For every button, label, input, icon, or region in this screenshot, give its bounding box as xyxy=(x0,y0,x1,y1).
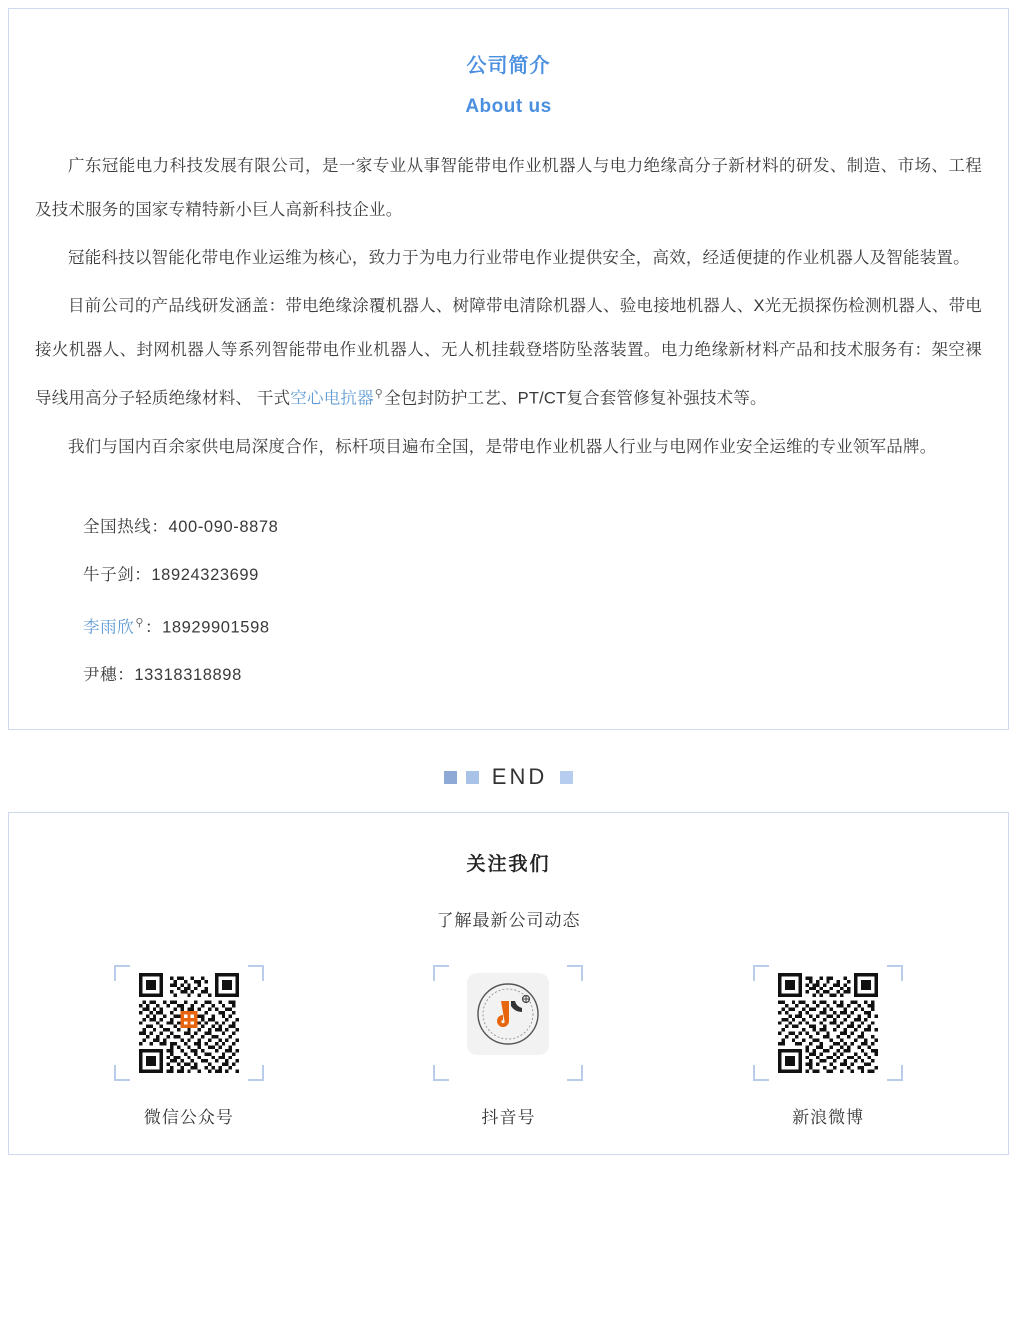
about-subtitle: About us xyxy=(465,96,552,117)
divider-square-icon xyxy=(444,771,457,784)
follow-us-card xyxy=(8,812,1009,1155)
frame-corner-icon xyxy=(114,1065,130,1081)
frame-corner-icon xyxy=(567,965,583,981)
contact-niuzijian xyxy=(35,551,982,599)
qr-code-row xyxy=(29,965,988,1128)
frame-corner-icon xyxy=(887,1065,903,1081)
frame-corner-icon xyxy=(753,965,769,981)
contact-liyuxin-separator: ： xyxy=(144,618,163,636)
frame-corner-icon xyxy=(248,1065,264,1081)
about-paragraph-4: 我们与国内百余家供电局深度合作，标杆项目遍布全国，是带电作业机器人行业与电网作业安全运维的专业领军品牌。 xyxy=(68,437,937,456)
about-paragraph-2: 冠能科技以智能化带电作业运维为核心，致力于为电力行业带电作业提供安全，高效，经适便捷的作业机器人及智能装置。 xyxy=(68,249,970,267)
follow-subtitle: 了解最新公司动态 xyxy=(436,911,581,930)
about-paragraph-3 xyxy=(35,284,982,421)
divider-square-icon xyxy=(560,771,573,784)
qr-code-icon xyxy=(778,973,878,1073)
qr-caption-douyin: 抖音号 xyxy=(481,1108,536,1127)
qr-caption-weibo: 新浪微博 xyxy=(792,1108,865,1127)
about-title: 公司简介 xyxy=(466,55,551,77)
contact-hotline-value: 400-090-8878 xyxy=(168,517,279,536)
keyword-link-air-core-reactor[interactable]: 空心电抗器 xyxy=(290,389,374,408)
follow-title: 关注我们 xyxy=(466,854,551,875)
contact-list xyxy=(35,503,982,700)
frame-corner-icon xyxy=(114,965,130,981)
contact-yinsui-value: 13318318898 xyxy=(134,666,242,684)
about-us-card xyxy=(8,8,1009,730)
frame-corner-icon xyxy=(433,965,449,981)
qr-item-weibo xyxy=(713,965,943,1128)
search-icon[interactable]: ⚲ xyxy=(135,616,144,629)
frame-corner-icon xyxy=(753,1065,769,1081)
frame-corner-icon xyxy=(567,1065,583,1081)
frame-corner-icon xyxy=(433,1065,449,1081)
about-paragraph-3-before: 目前公司的产品线研发涵盖：带电绝缘涂覆机器人、树障带电清除机器人、验电接地机器人、X光无损探伤检测机器人、带电接火机器人、封网机器人等系列智能带电作业机器人、无人机挂载登塔防坠落装置。电力绝缘新材料产品和技术服务有：架空裸导线用高分子轻质绝缘材料、 干式 xyxy=(35,297,982,408)
contact-liyuxin xyxy=(35,599,982,652)
douyin-logo-icon xyxy=(467,973,549,1055)
about-paragraph-3-after: 全包封防护工艺、PT/CT复合套管修复补强技术等。 xyxy=(384,389,767,408)
search-icon[interactable]: ⚲ xyxy=(374,388,384,400)
qr-frame xyxy=(753,965,903,1081)
qr-item-douyin xyxy=(393,965,623,1128)
contact-hotline-label: 全国热线： xyxy=(83,517,169,536)
contact-yinsui xyxy=(35,651,982,699)
qr-frame xyxy=(114,965,264,1081)
contact-niuzijian-value: 18924323699 xyxy=(151,565,259,584)
contact-liyuxin-value: 18929901598 xyxy=(162,618,270,636)
divider-square-icon xyxy=(466,771,479,784)
contact-liyuxin-label[interactable]: 李雨欣 xyxy=(83,618,135,636)
qr-caption-wechat: 微信公众号 xyxy=(143,1108,234,1127)
qr-item-wechat xyxy=(74,965,304,1128)
contact-hotline xyxy=(35,503,982,551)
contact-niuzijian-label: 牛子剑： xyxy=(83,565,152,584)
qr-frame xyxy=(433,965,583,1081)
frame-corner-icon xyxy=(248,965,264,981)
about-paragraph-1: 广东冠能电力科技发展有限公司，是一家专业从事智能带电作业机器人与电力绝缘高分子新材料的研发、制造、市场、工程及技术服务的国家专精特新小巨人高新科技企业。 xyxy=(35,157,982,219)
contact-yinsui-label: 尹穗： xyxy=(83,666,135,684)
end-divider xyxy=(0,764,1017,790)
end-label: END xyxy=(491,764,548,789)
page-root xyxy=(0,8,1017,1335)
qr-code-icon xyxy=(139,973,239,1073)
frame-corner-icon xyxy=(887,965,903,981)
